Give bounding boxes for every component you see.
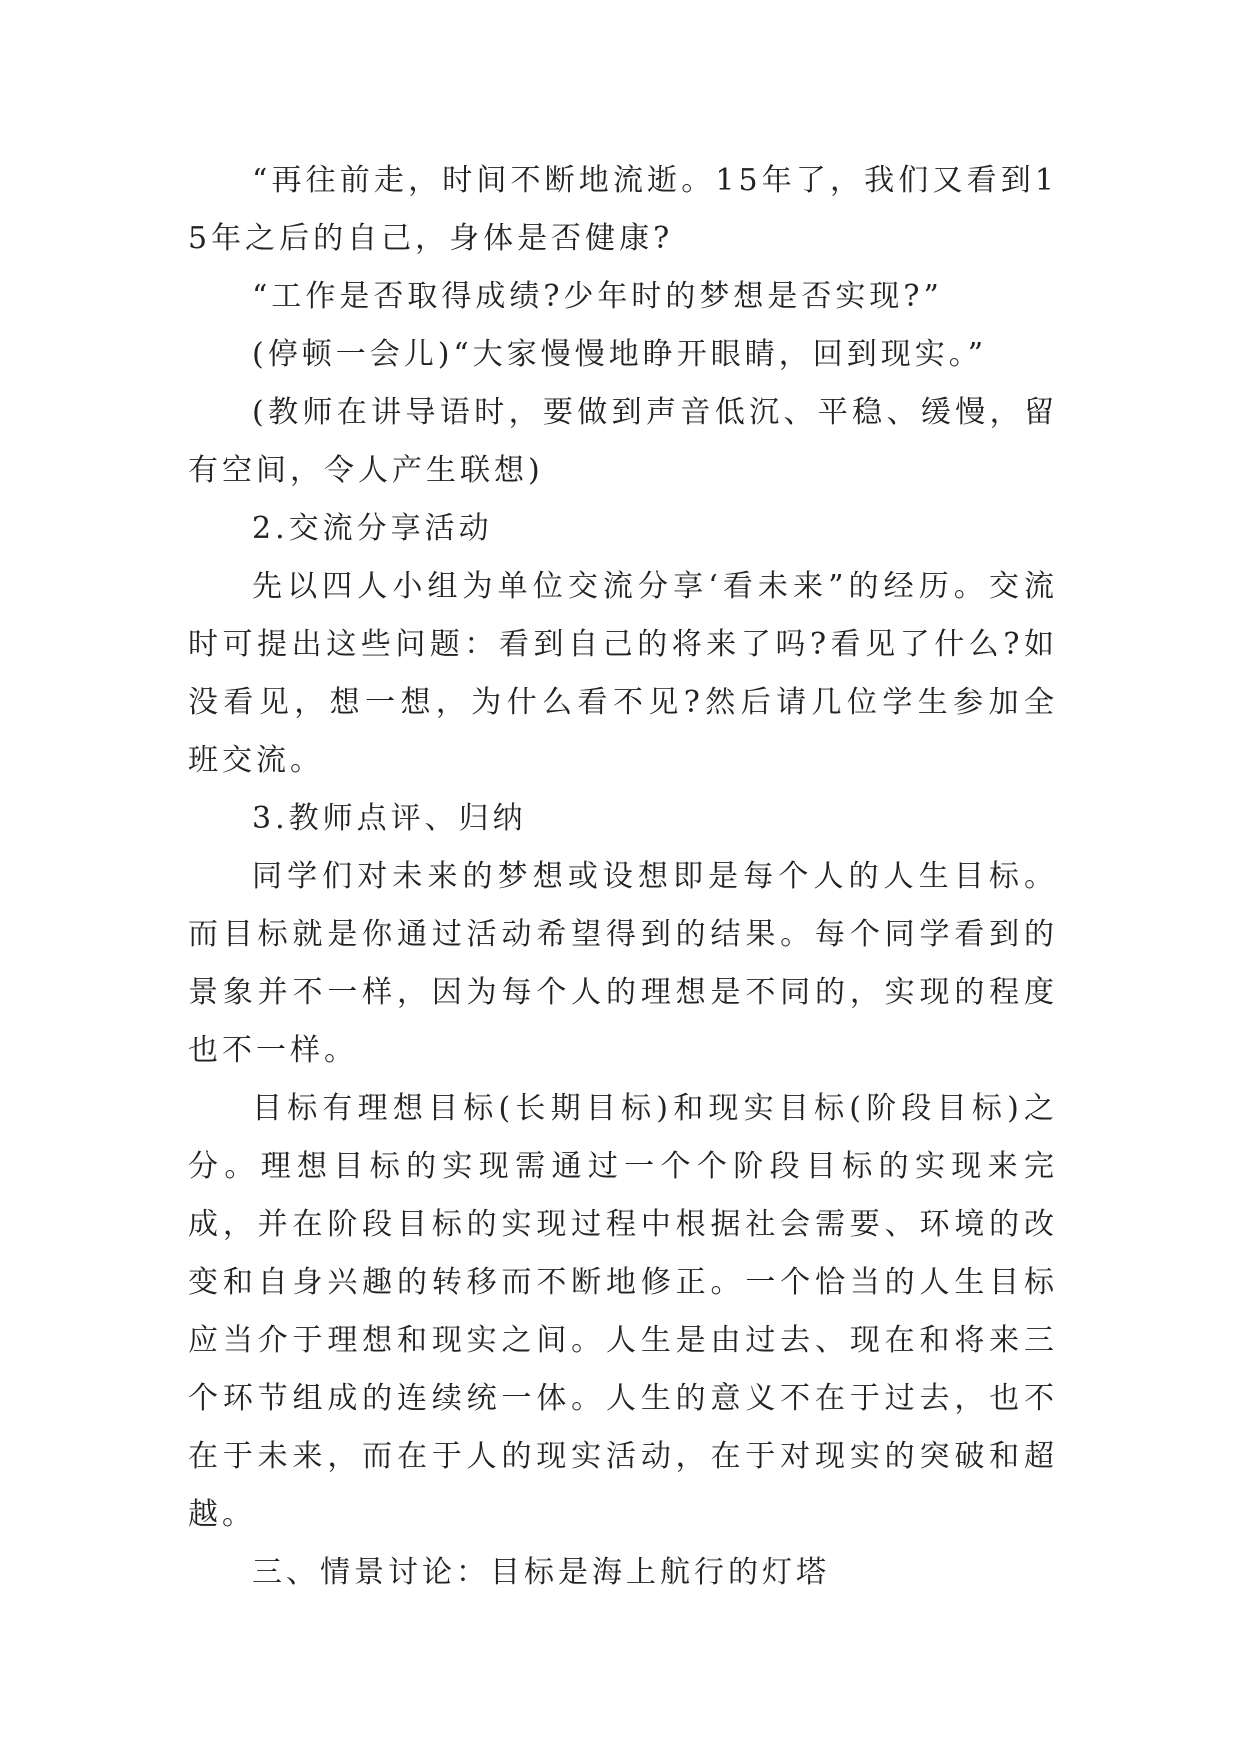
paragraph-life-goals: 同学们对未来的梦想或设想即是每个人的人生目标。而目标就是你通过活动希望得到的结果。每个同学看到的景象并不一样，因为每个人的理想是不同的，实现的程度也不一样。 — [188, 859, 1058, 1068]
paragraph-open-eyes: (停顿一会儿)“大家慢慢地睁开眼睛，回到现实。” — [252, 337, 988, 372]
paragraph-teacher-guidance-note: (教师在讲导语时，要做到声音低沉、平稳、缓慢，留有空间，令人产生联想) — [188, 395, 1058, 488]
section-heading-scenario-discussion: 三、情景讨论：目标是海上航行的灯塔 — [252, 1555, 830, 1590]
paragraph-future-15-years: “再往前走，时间不断地流逝。15年了，我们又看到15年之后的自己，身体是否健康? — [188, 163, 1058, 256]
section-heading-sharing-activity: 2.交流分享活动 — [252, 511, 493, 546]
paragraph-group-sharing: 先以四人小组为单位交流分享‘看未来”的经历。交流时可提出这些问题：看到自己的将来了吗?看见了什么?如没看见，想一想，为什么看不见?然后请几位学生参加全班交流。 — [188, 569, 1058, 778]
paragraph-ideal-and-real-goals: 目标有理想目标(长期目标)和现实目标(阶段目标)之分。理想目标的实现需通过一个个阶段目标的实现来完成，并在阶段目标的实现过程中根据社会需要、环境的改变和自身兴趣的转移而不断地修正。一个恰当的人生目标应当介于理想和现实之间。人生是由过去、现在和将来三个环节组成的连续统一体。人生的意义不在于过去，也不在于未来，而在于人的现实活动，在于对现实的突破和超越。 — [188, 1091, 1058, 1532]
section-heading-teacher-summary: 3.教师点评、归纳 — [252, 801, 527, 836]
document-body — [188, 152, 1058, 1602]
paragraph-work-dream-question: “工作是否取得成绩?少年时的梦想是否实现?” — [252, 279, 943, 314]
